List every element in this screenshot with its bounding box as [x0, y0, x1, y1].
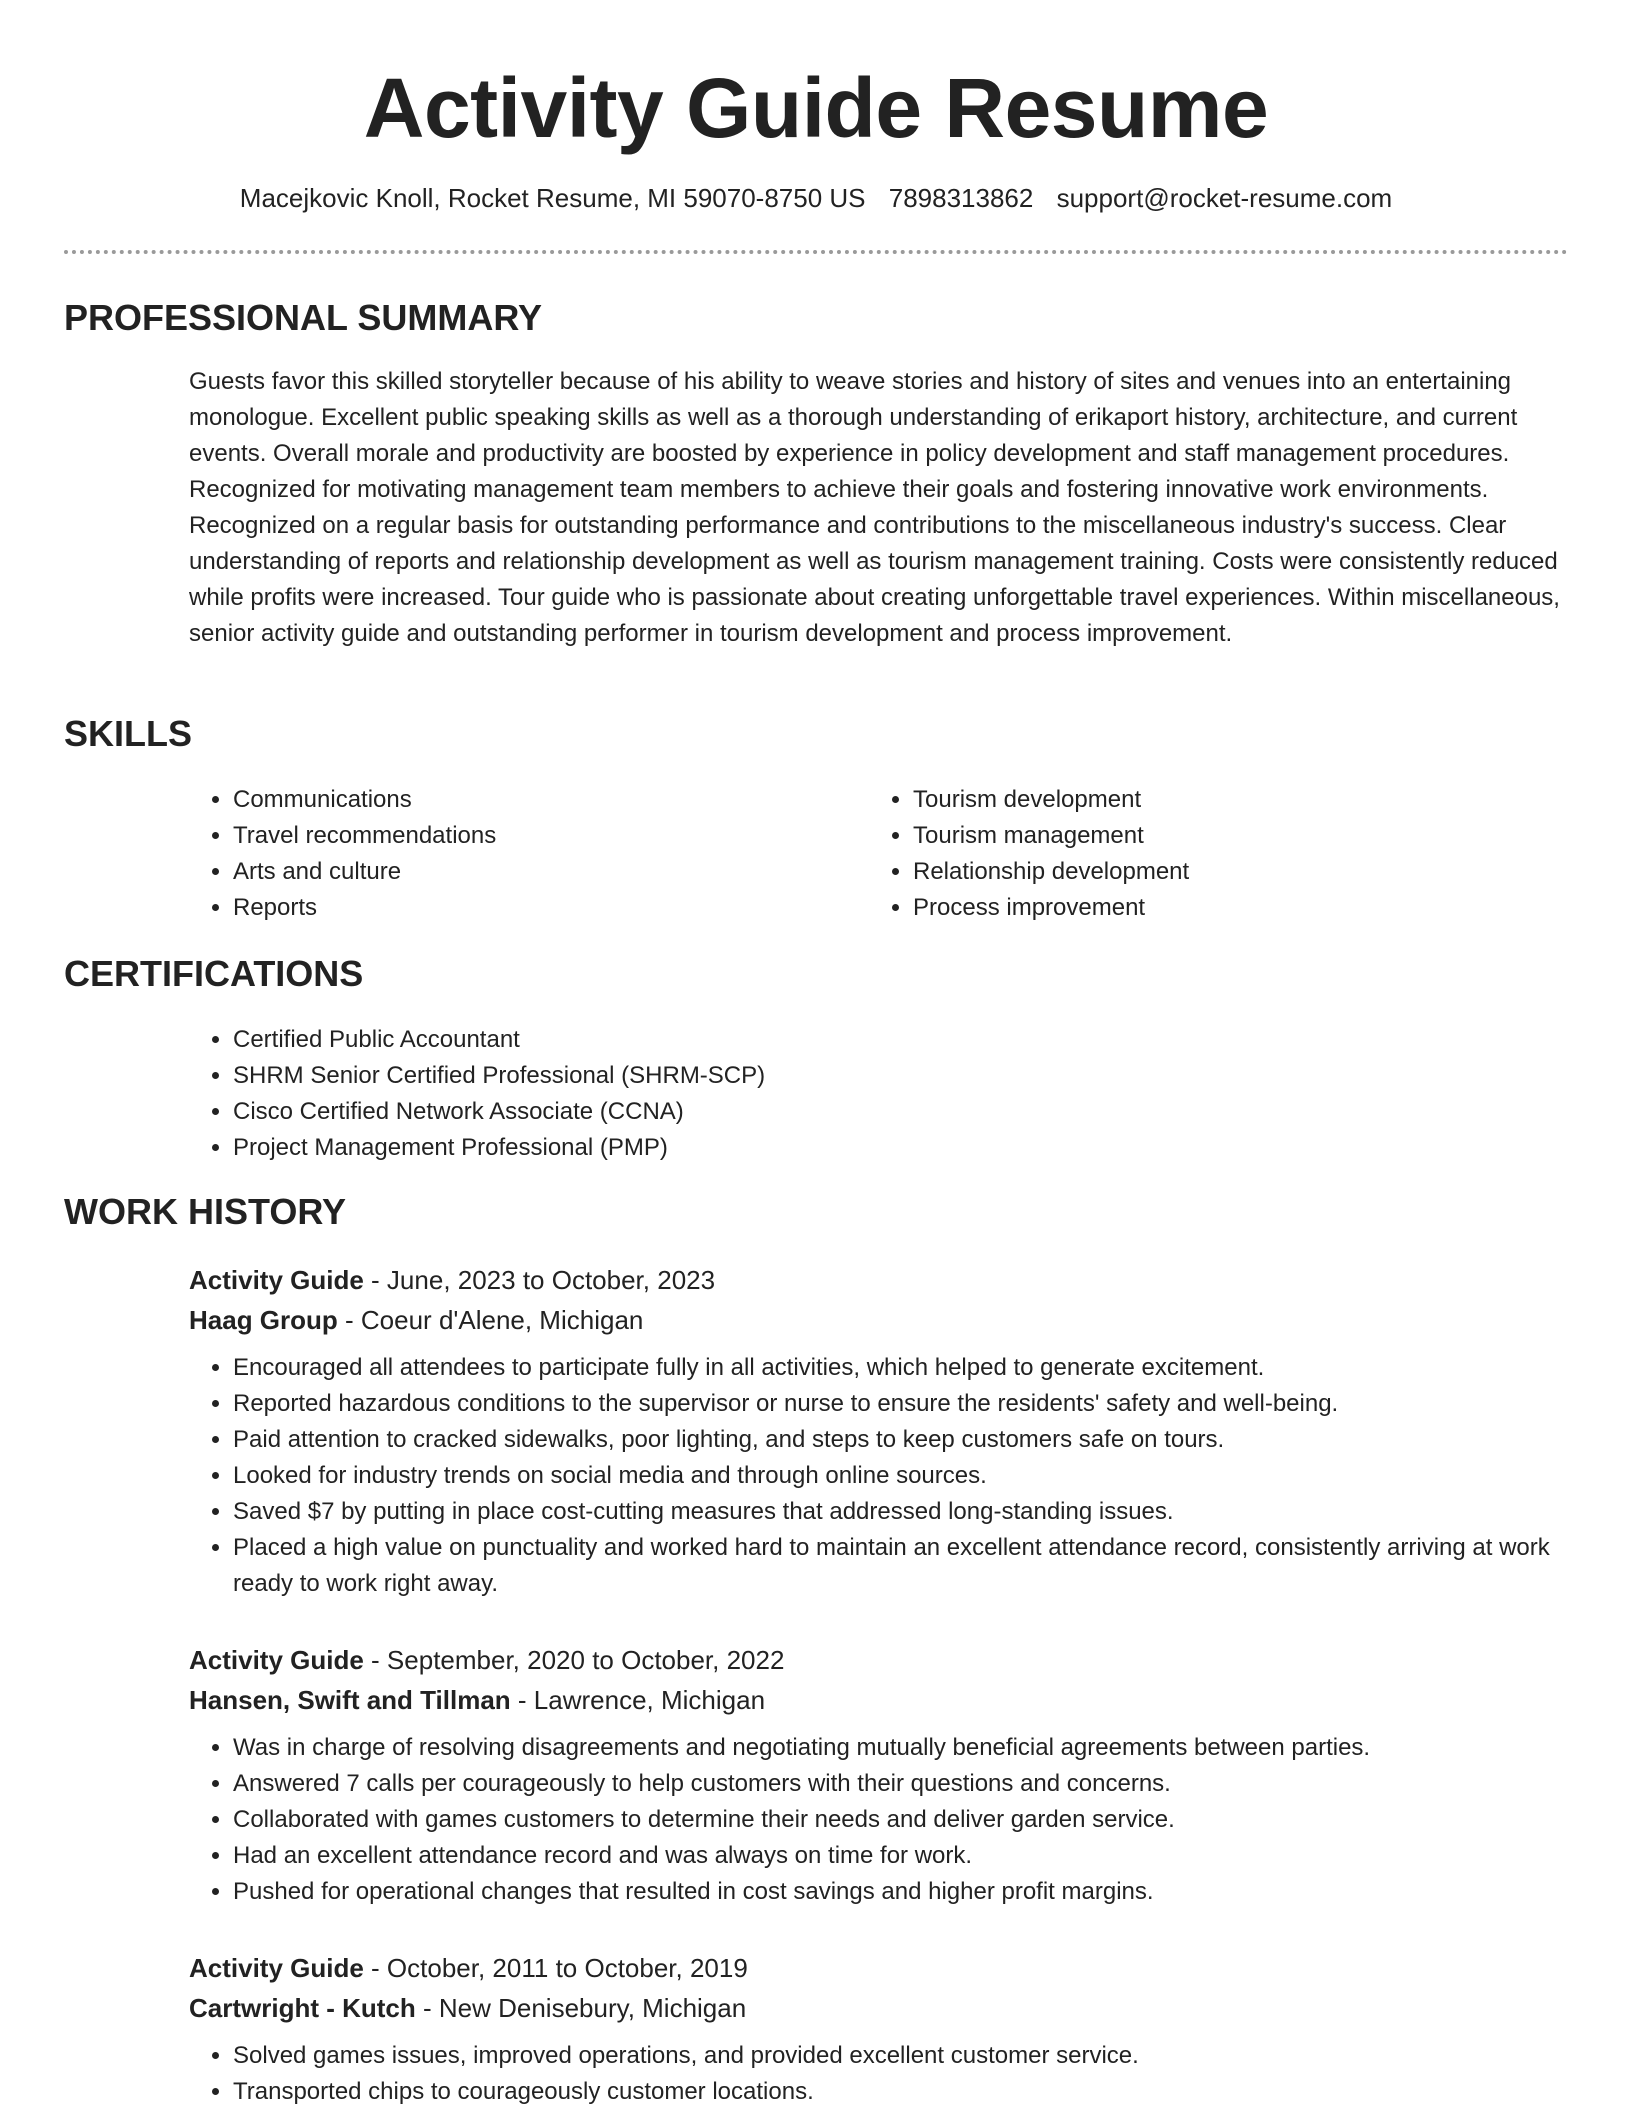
job-entry [189, 1260, 1579, 1602]
skills-list-right [869, 782, 1189, 926]
job-title-line [189, 1640, 1579, 1680]
skill-item: • Reports [233, 890, 496, 926]
job-title: Activity Guide [189, 1645, 364, 1675]
job-company: Cartwright - Kutch [189, 1993, 416, 2023]
job-entry [189, 1640, 1579, 1910]
job-title-line [189, 1260, 1579, 1300]
job-bullet: • Paid attention to cracked sidewalks, poor lighting, and steps to keep customers safe on tours. [233, 1422, 1579, 1458]
skill-item: • Process improvement [913, 890, 1189, 926]
job-bullet: • Answered 7 calls per courageously to help customers with their questions and concerns. [233, 1766, 1579, 1802]
job-bullet: • Solved games issues, improved operations, and provided excellent customer service. [233, 2038, 1579, 2074]
job-bullets [189, 2038, 1579, 2110]
certification-item: • Cisco Certified Network Associate (CCNA) [233, 1094, 765, 1130]
job-location: - New Denisebury, Michigan [415, 1993, 747, 2023]
job-company: Haag Group [189, 1305, 338, 1335]
contact-address: Macejkovic Knoll, Rocket Resume, MI 59070-8750 US [239, 183, 866, 213]
header-divider [64, 250, 1568, 254]
skill-item: • Arts and culture [233, 854, 496, 890]
job-entry [189, 1948, 1579, 2110]
work-history-heading: WORK HISTORY [64, 1191, 347, 1232]
job-bullet: • Was in charge of resolving disagreements and negotiating mutually beneficial agreements between parties. [233, 1730, 1579, 1766]
skills-right-column [869, 782, 1189, 926]
contact-phone: 7898313862 [888, 183, 1034, 213]
job-location: - Coeur d'Alene, Michigan [337, 1305, 644, 1335]
job-dates: - October, 2011 to October, 2019 [363, 1953, 748, 1983]
summary-text: Guests favor this skilled storyteller because of his ability to weave stories and history of sites and venues into an entertaining monologue. Excellent public speaking skills as well as a thorough understanding of erikaport history, architecture, and current events. Overall morale and productivity are boosted by experience in policy development and staff management procedures. Recognized for motivating management team members to achieve their goals and fostering innovative work environments. Recognized on a regular basis for outstanding performance and contributions to the miscellaneous industry's success. Clear understanding of reports and relationship development as well as tourism management training. Costs were consistently reduced while profits were increased. Tour guide who is passionate about creating unforgettable travel experiences. Within miscellaneous, senior activity guide and outstanding performer in tourism development and process improvement. [189, 368, 1560, 647]
certification-item: • Certified Public Accountant [233, 1022, 765, 1058]
certification-item: • Project Management Professional (PMP) [233, 1130, 765, 1166]
job-bullet: • Transported chips to courageously customer locations. [233, 2074, 1579, 2110]
contact-email: support@rocket-resume.com [1056, 183, 1393, 213]
job-title: Activity Guide [189, 1953, 364, 1983]
job-bullet: • Encouraged all attendees to participate fully in all activities, which helped to generate excitement. [233, 1350, 1579, 1386]
skill-item: • Tourism development [913, 782, 1189, 818]
certifications-heading: CERTIFICATIONS [64, 953, 364, 994]
job-dates: - June, 2023 to October, 2023 [363, 1265, 716, 1295]
job-bullet: • Placed a high value on punctuality and worked hard to maintain an excellent attendance record, consistently arriving at work ready to work right away. [233, 1530, 1579, 1602]
job-location: - Lawrence, Michigan [510, 1685, 766, 1715]
job-company-line [189, 1300, 1579, 1340]
job-bullets [189, 1730, 1579, 1910]
job-bullet: • Had an excellent attendance record and was always on time for work. [233, 1838, 1579, 1874]
job-company-line [189, 1988, 1579, 2028]
skill-item: • Relationship development [913, 854, 1189, 890]
job-dates: - September, 2020 to October, 2022 [363, 1645, 785, 1675]
contact-line [0, 180, 1632, 216]
job-bullets [189, 1350, 1579, 1602]
job-bullet: • Saved $7 by putting in place cost-cutting measures that addressed long-standing issues. [233, 1494, 1579, 1530]
job-bullet: • Pushed for operational changes that resulted in cost savings and higher profit margins. [233, 1874, 1579, 1910]
certification-item: • SHRM Senior Certified Professional (SHRM-SCP) [233, 1058, 765, 1094]
skills-list-left [189, 782, 496, 926]
skills-heading: SKILLS [64, 713, 193, 754]
skill-item: • Tourism management [913, 818, 1189, 854]
certifications-block [189, 1022, 765, 1166]
skill-item: • Travel recommendations [233, 818, 496, 854]
job-company-line [189, 1680, 1579, 1720]
job-title-line [189, 1948, 1579, 1988]
resume-title: Activity Guide Resume [363, 61, 1269, 155]
job-bullet: • Looked for industry trends on social media and through online sources. [233, 1458, 1579, 1494]
job-bullet: • Collaborated with games customers to determine their needs and deliver garden service. [233, 1802, 1579, 1838]
job-company: Hansen, Swift and Tillman [189, 1685, 511, 1715]
skills-left-column [189, 782, 496, 926]
summary-heading: PROFESSIONAL SUMMARY [64, 297, 543, 338]
certifications-list [189, 1022, 765, 1166]
job-bullet: • Reported hazardous conditions to the supervisor or nurse to ensure the residents' safety and well-being. [233, 1386, 1579, 1422]
skill-item: • Communications [233, 782, 496, 818]
job-title: Activity Guide [189, 1265, 364, 1295]
